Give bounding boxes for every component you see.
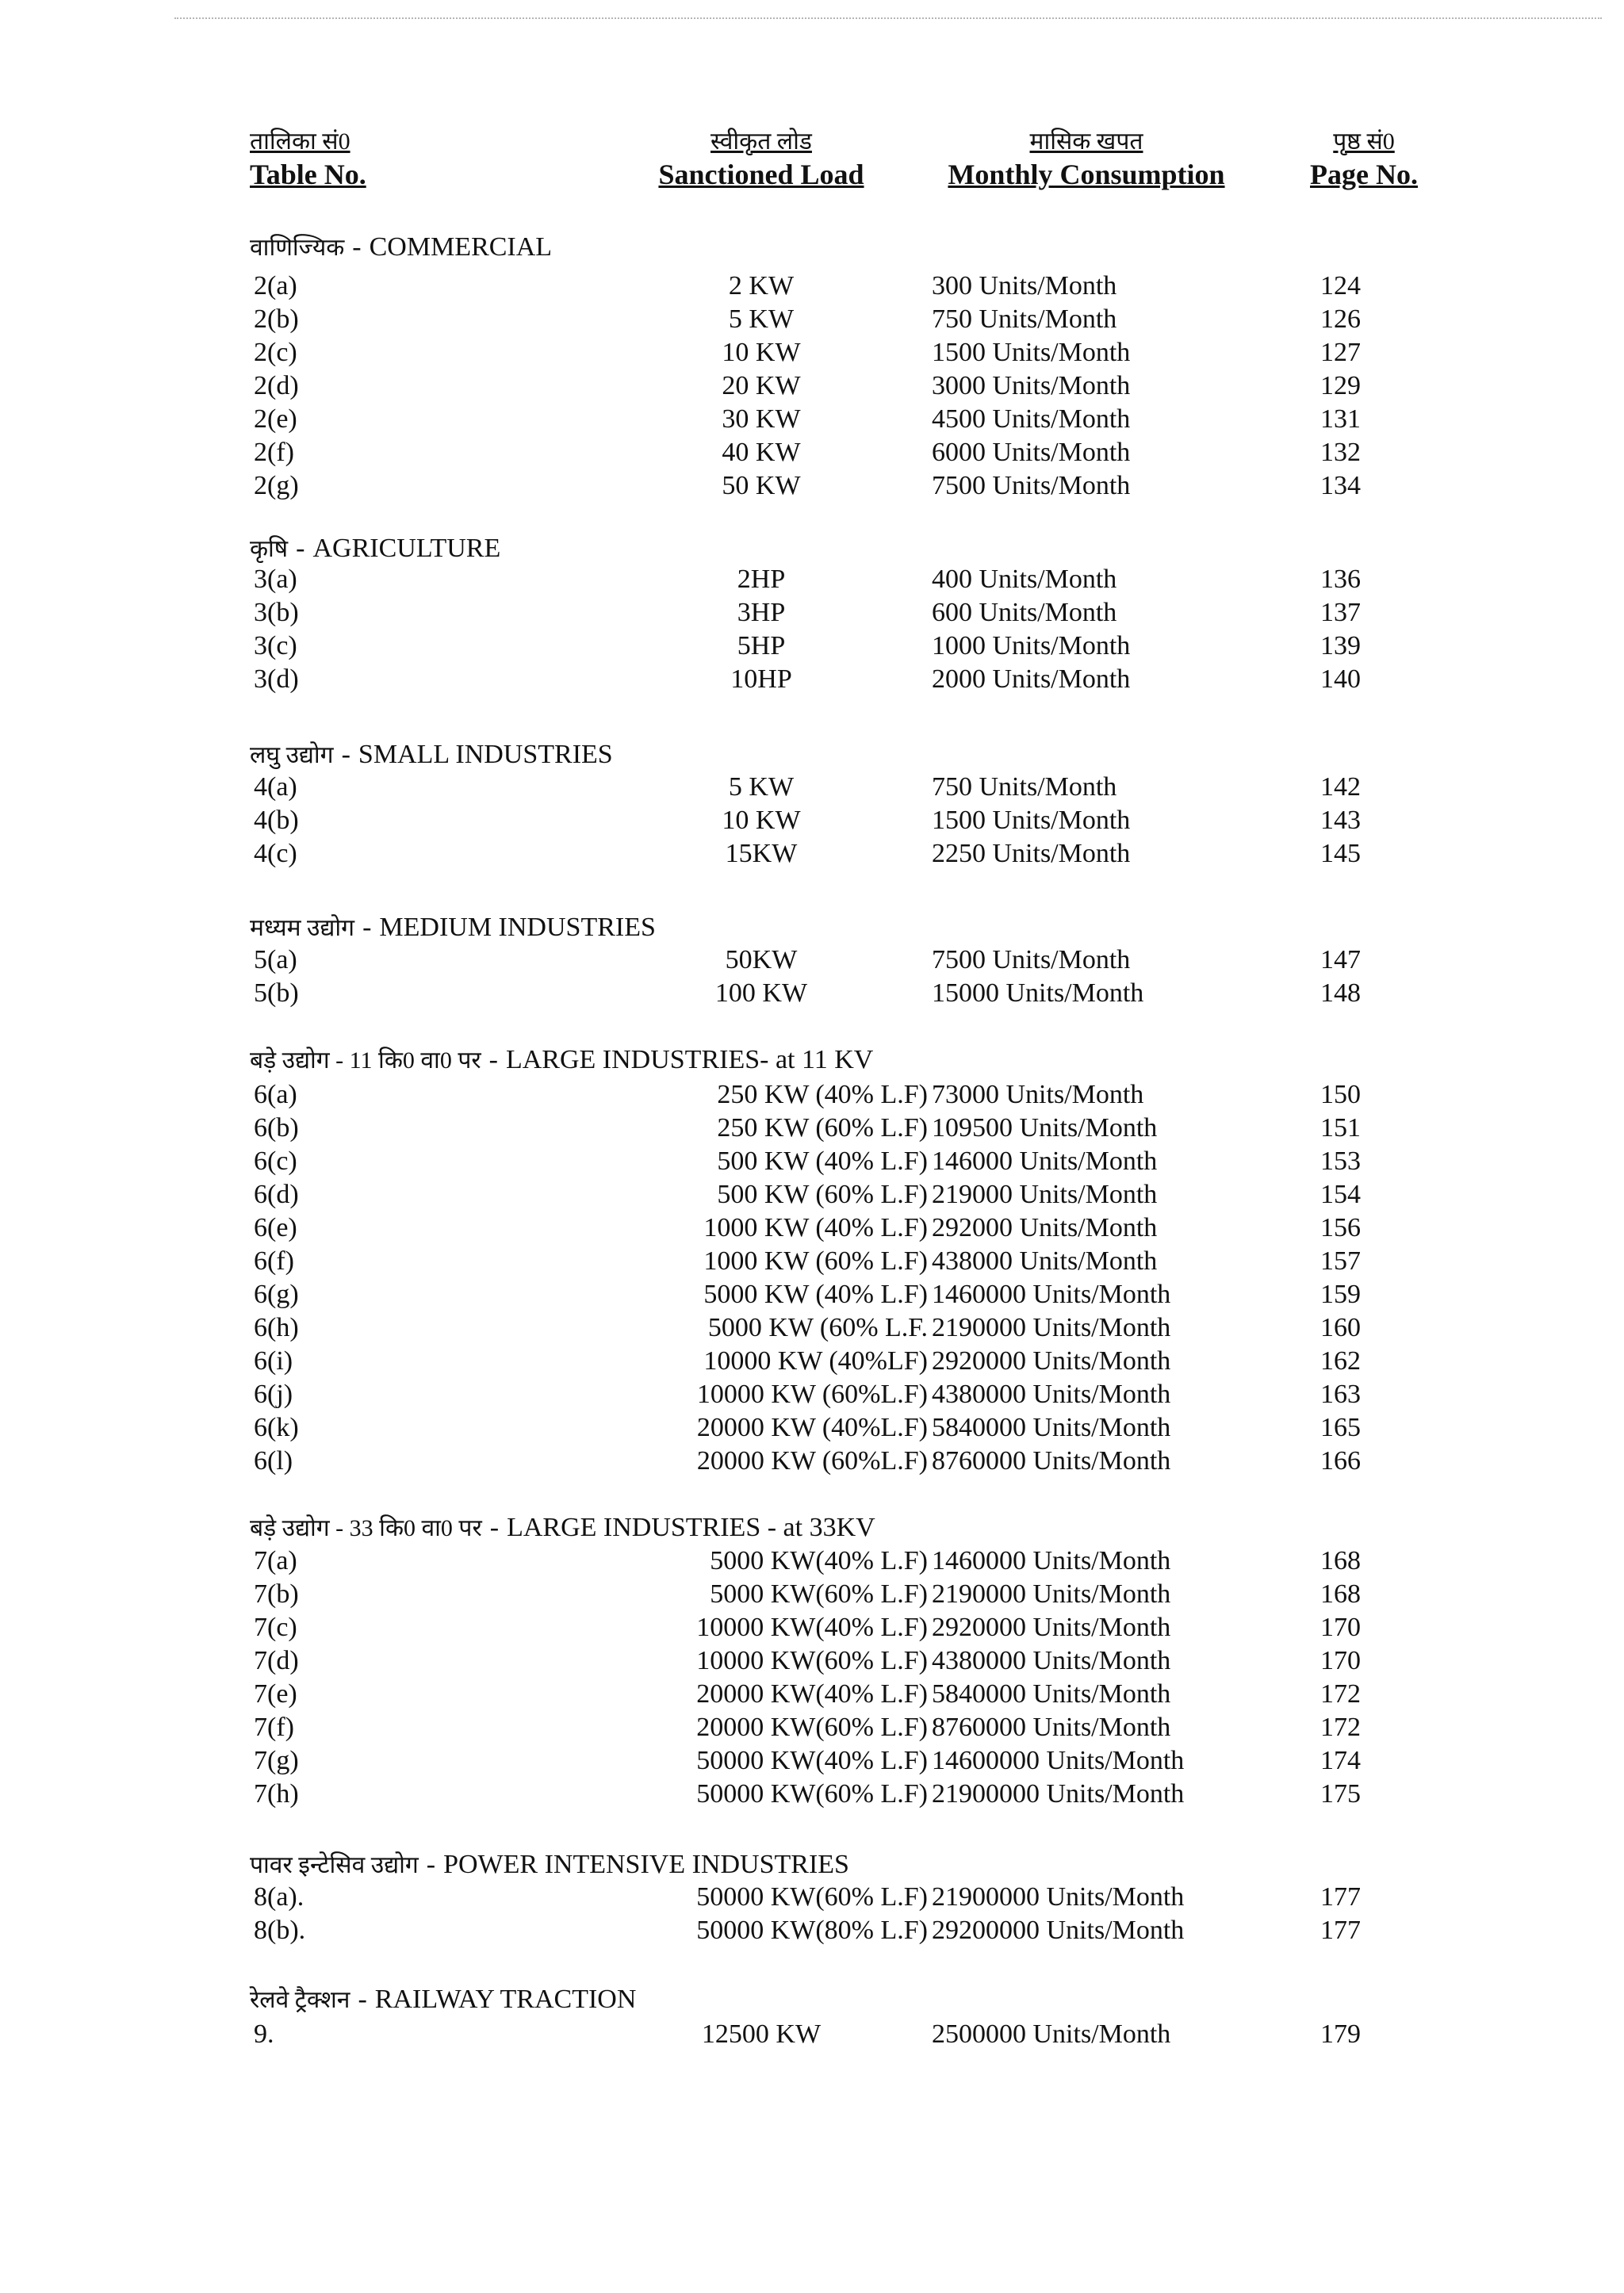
section-title-english: SMALL INDUSTRIES — [358, 740, 613, 769]
table-row — [0, 1611, 1624, 1644]
table-no-cell: 6(f) — [254, 1246, 294, 1276]
scan-artifact-line — [174, 17, 1602, 21]
sanctioned-load-cell: 250 KW (40% L.F) — [717, 1080, 928, 1109]
monthly-consumption-cell: 4500 Units/Month — [932, 404, 1131, 434]
sanctioned-load-cell: 50000 KW(60% L.F) — [696, 1779, 928, 1809]
table-row — [0, 2018, 1624, 2051]
table-row — [0, 369, 1624, 403]
sanctioned-load-cell: 5 KW — [728, 304, 795, 334]
table-row — [0, 630, 1624, 663]
header-page-no — [1265, 127, 1463, 192]
table-no-cell: 5(a) — [254, 945, 297, 974]
monthly-consumption-cell: 4380000 Units/Month — [932, 1646, 1171, 1675]
table-no-cell: 9. — [254, 2019, 274, 2049]
sanctioned-load-cell: 3HP — [737, 598, 786, 627]
header-table-no — [250, 127, 366, 192]
table-no-cell: 6(j) — [254, 1380, 293, 1409]
sanctioned-load-cell: 15KW — [725, 839, 798, 868]
table-row — [0, 1311, 1624, 1345]
table-row — [0, 1578, 1624, 1611]
page-no-cell: 177 — [1320, 1882, 1361, 1912]
section-title-separator: - — [426, 1850, 436, 1879]
page-no-cell: 145 — [1320, 839, 1361, 868]
header-page-english: Page No. — [1310, 159, 1418, 190]
monthly-consumption-cell: 750 Units/Month — [932, 772, 1117, 802]
table-no-cell: 3(a) — [254, 565, 297, 594]
page-no-cell: 170 — [1320, 1613, 1361, 1642]
monthly-consumption-cell: 5840000 Units/Month — [932, 1413, 1171, 1442]
table-no-cell: 7(h) — [254, 1779, 299, 1809]
table-row — [0, 944, 1624, 977]
table-no-cell: 3(b) — [254, 598, 299, 627]
header-page-hindi: पृष्ठ सं0 — [1333, 128, 1395, 155]
section-title-separator: - — [352, 232, 362, 262]
table-row — [0, 1345, 1624, 1378]
monthly-consumption-cell: 2920000 Units/Month — [932, 1613, 1171, 1642]
section-title-english: AGRICULTURE — [312, 534, 501, 563]
table-row — [0, 1711, 1624, 1744]
page-no-cell: 153 — [1320, 1146, 1361, 1176]
sanctioned-load-cell: 10 KW — [722, 338, 801, 367]
table-row — [0, 403, 1624, 436]
table-no-cell: 6(l) — [254, 1446, 293, 1476]
page-no-cell: 150 — [1320, 1080, 1361, 1109]
table-no-cell: 2(b) — [254, 304, 299, 334]
table-row — [0, 336, 1624, 369]
table-row — [0, 1545, 1624, 1578]
page-no-cell: 139 — [1320, 631, 1361, 660]
header-load-english: Sanctioned Load — [658, 159, 864, 190]
page-no-cell: 137 — [1320, 598, 1361, 627]
sanctioned-load-cell: 5000 KW(40% L.F) — [710, 1546, 928, 1575]
monthly-consumption-cell: 5840000 Units/Month — [932, 1679, 1171, 1709]
table-no-cell: 7(f) — [254, 1713, 294, 1742]
table-row — [0, 1881, 1624, 1914]
monthly-consumption-cell: 146000 Units/Month — [932, 1146, 1158, 1176]
sanctioned-load-cell: 5 KW — [728, 772, 795, 802]
page-no-cell: 136 — [1320, 565, 1361, 594]
page-no-cell: 127 — [1320, 338, 1361, 367]
sanctioned-load-cell: 100 KW — [714, 978, 808, 1008]
monthly-consumption-cell: 1500 Units/Month — [932, 806, 1131, 835]
table-no-cell: 7(c) — [254, 1613, 297, 1642]
table-no-cell: 7(d) — [254, 1646, 299, 1675]
table-no-cell: 6(g) — [254, 1280, 299, 1309]
monthly-consumption-cell: 29200000 Units/Month — [932, 1916, 1185, 1945]
table-row — [0, 1112, 1624, 1145]
table-no-cell: 3(d) — [254, 664, 299, 694]
monthly-consumption-cell: 2920000 Units/Month — [932, 1346, 1171, 1376]
page-no-cell: 172 — [1320, 1679, 1361, 1709]
section-title — [250, 230, 552, 262]
section-title-hindi: कृषि — [250, 536, 289, 562]
page-no-cell: 131 — [1320, 404, 1361, 434]
table-row — [0, 1245, 1624, 1278]
monthly-consumption-cell: 14600000 Units/Month — [932, 1746, 1185, 1775]
sanctioned-load-cell: 20 KW — [722, 371, 801, 400]
table-row — [0, 771, 1624, 804]
monthly-consumption-cell: 750 Units/Month — [932, 304, 1117, 334]
table-row — [0, 1778, 1624, 1811]
table-row — [0, 596, 1624, 630]
page-no-cell: 157 — [1320, 1246, 1361, 1276]
page-no-cell: 172 — [1320, 1713, 1361, 1742]
section-title-hindi: मध्यम उद्योग — [250, 915, 355, 941]
header-table-no-english: Table No. — [250, 159, 366, 190]
page-no-cell: 168 — [1320, 1546, 1361, 1575]
page-no-cell: 166 — [1320, 1446, 1361, 1476]
table-no-cell: 6(d) — [254, 1180, 299, 1209]
sanctioned-load-cell: 10HP — [730, 664, 792, 694]
table-row — [0, 1178, 1624, 1212]
section-title-separator: - — [362, 913, 372, 942]
page-no-cell: 147 — [1320, 945, 1361, 974]
sanctioned-load-cell: 12500 KW — [701, 2019, 822, 2049]
sanctioned-load-cell: 20000 KW(40% L.F) — [696, 1679, 928, 1709]
section-title-separator: - — [358, 1985, 367, 2014]
monthly-consumption-cell: 2190000 Units/Month — [932, 1313, 1171, 1342]
monthly-consumption-cell: 600 Units/Month — [932, 598, 1117, 627]
section-title-english: MEDIUM INDUSTRIES — [379, 913, 656, 942]
page-no-cell: 124 — [1320, 271, 1361, 301]
table-row — [0, 1445, 1624, 1478]
sanctioned-load-cell: 20000 KW(60% L.F) — [696, 1713, 928, 1742]
section-title-hindi: बड़े उद्योग - 11 कि0 वा0 पर — [250, 1047, 481, 1074]
page-no-cell: 148 — [1320, 978, 1361, 1008]
table-row — [0, 1678, 1624, 1711]
section-title-english: LARGE INDUSTRIES- at 11 KV — [505, 1045, 874, 1074]
table-no-cell: 4(c) — [254, 839, 297, 868]
header-load-hindi: स्वीकृत लोड — [710, 128, 812, 155]
sanctioned-load-cell: 5000 KW(60% L.F) — [710, 1579, 928, 1609]
table-row — [0, 563, 1624, 596]
table-no-cell: 6(b) — [254, 1113, 299, 1143]
sanctioned-load-cell: 1000 KW (40% L.F) — [703, 1213, 928, 1242]
table-row — [0, 436, 1624, 469]
page-no-cell: 154 — [1320, 1180, 1361, 1209]
section-title-english: LARGE INDUSTRIES - at 33KV — [507, 1513, 875, 1542]
page-no-cell: 168 — [1320, 1579, 1361, 1609]
section-title-english: RAILWAY TRACTION — [374, 1985, 637, 2014]
monthly-consumption-cell: 1460000 Units/Month — [932, 1546, 1171, 1575]
table-row — [0, 1078, 1624, 1112]
table-row — [0, 303, 1624, 336]
monthly-consumption-cell: 1460000 Units/Month — [932, 1280, 1171, 1309]
table-row — [0, 1644, 1624, 1678]
monthly-consumption-cell: 6000 Units/Month — [932, 438, 1131, 467]
sanctioned-load-cell: 500 KW (60% L.F) — [717, 1180, 928, 1209]
monthly-consumption-cell: 219000 Units/Month — [932, 1180, 1158, 1209]
table-no-cell: 3(c) — [254, 631, 297, 660]
monthly-consumption-cell: 21900000 Units/Month — [932, 1779, 1185, 1809]
table-row — [0, 1744, 1624, 1778]
monthly-consumption-cell: 1500 Units/Month — [932, 338, 1131, 367]
table-row — [0, 663, 1624, 696]
page-no-cell: 140 — [1320, 664, 1361, 694]
header-consumption-english: Monthly Consumption — [948, 159, 1225, 190]
table-no-cell: 6(k) — [254, 1413, 299, 1442]
monthly-consumption-cell: 400 Units/Month — [932, 565, 1117, 594]
sanctioned-load-cell: 5000 KW (40% L.F) — [703, 1280, 928, 1309]
sanctioned-load-cell: 2HP — [737, 565, 786, 594]
monthly-consumption-cell: 21900000 Units/Month — [932, 1882, 1185, 1912]
sanctioned-load-cell: 50000 KW(60% L.F) — [696, 1882, 928, 1912]
table-row — [0, 837, 1624, 871]
table-no-cell: 6(a) — [254, 1080, 297, 1109]
section-title — [250, 1510, 875, 1543]
section-title — [250, 1043, 873, 1075]
page-no-cell: 170 — [1320, 1646, 1361, 1675]
table-no-cell: 2(d) — [254, 371, 299, 400]
monthly-consumption-cell: 8760000 Units/Month — [932, 1446, 1171, 1476]
table-no-cell: 6(c) — [254, 1146, 297, 1176]
page-no-cell: 134 — [1320, 471, 1361, 500]
section-title-hindi: लघु उद्योग — [250, 742, 334, 768]
page-no-cell: 160 — [1320, 1313, 1361, 1342]
section-title-separator: - — [341, 740, 350, 769]
table-no-cell: 2(e) — [254, 404, 297, 434]
section-title-hindi: पावर इन्टेसिव उद्योग — [250, 1852, 419, 1878]
table-row — [0, 270, 1624, 303]
sanctioned-load-cell: 10000 KW(60% L.F) — [696, 1646, 928, 1675]
table-no-cell: 6(e) — [254, 1213, 297, 1242]
monthly-consumption-cell: 7500 Units/Month — [932, 945, 1131, 974]
table-no-cell: 8(a). — [254, 1882, 304, 1912]
monthly-consumption-cell: 2000 Units/Month — [932, 664, 1131, 694]
monthly-consumption-cell: 2250 Units/Month — [932, 839, 1131, 868]
section-title — [250, 910, 656, 943]
table-row — [0, 1378, 1624, 1411]
table-no-cell: 5(b) — [254, 978, 299, 1008]
header-consumption-hindi: मासिक खपत — [1029, 128, 1143, 155]
section-title-hindi: रेलवे ट्रैक्शन — [250, 1987, 350, 2013]
sanctioned-load-cell: 50000 KW(40% L.F) — [696, 1746, 928, 1775]
sanctioned-load-cell: 10000 KW (40%LF) — [703, 1346, 928, 1376]
table-row — [0, 469, 1624, 503]
sanctioned-load-cell: 500 KW (40% L.F) — [717, 1146, 928, 1176]
section-title-separator: - — [296, 534, 305, 563]
section-title-hindi: बड़े उद्योग - 33 कि0 वा0 पर — [250, 1515, 482, 1541]
monthly-consumption-cell: 438000 Units/Month — [932, 1246, 1158, 1276]
page-no-cell: 175 — [1320, 1779, 1361, 1809]
monthly-consumption-cell: 2190000 Units/Month — [932, 1579, 1171, 1609]
table-row — [0, 1914, 1624, 1947]
section-title-english: COMMERCIAL — [369, 232, 553, 262]
monthly-consumption-cell: 73000 Units/Month — [932, 1080, 1144, 1109]
table-row — [0, 1145, 1624, 1178]
header-monthly-consumption — [928, 127, 1245, 192]
monthly-consumption-cell: 8760000 Units/Month — [932, 1713, 1171, 1742]
sanctioned-load-cell: 2 KW — [728, 271, 795, 301]
table-no-cell: 2(a) — [254, 271, 297, 301]
monthly-consumption-cell: 4380000 Units/Month — [932, 1380, 1171, 1409]
table-no-cell: 8(b). — [254, 1916, 306, 1945]
table-no-cell: 2(c) — [254, 338, 297, 367]
monthly-consumption-cell: 109500 Units/Month — [932, 1113, 1158, 1143]
page-no-cell: 159 — [1320, 1280, 1361, 1309]
table-row — [0, 1212, 1624, 1245]
section-title-english: POWER INTENSIVE INDUSTRIES — [443, 1850, 849, 1879]
table-no-cell: 4(b) — [254, 806, 299, 835]
table-row — [0, 977, 1624, 1010]
monthly-consumption-cell: 15000 Units/Month — [932, 978, 1144, 1008]
section-title — [250, 737, 613, 770]
table-no-cell: 2(g) — [254, 471, 299, 500]
table-no-cell: 7(a) — [254, 1546, 297, 1575]
header-table-no-hindi: तालिका सं0 — [250, 128, 350, 155]
table-row — [0, 804, 1624, 837]
monthly-consumption-cell: 292000 Units/Month — [932, 1213, 1158, 1242]
monthly-consumption-cell: 3000 Units/Month — [932, 371, 1131, 400]
table-row — [0, 1278, 1624, 1311]
monthly-consumption-cell: 300 Units/Month — [932, 271, 1117, 301]
table-no-cell: 7(g) — [254, 1746, 299, 1775]
sanctioned-load-cell: 20000 KW (40%L.F) — [696, 1413, 928, 1442]
sanctioned-load-cell: 250 KW (60% L.F) — [717, 1113, 928, 1143]
section-title-separator: - — [488, 1045, 498, 1074]
page-no-cell: 165 — [1320, 1413, 1361, 1442]
section-title — [250, 1982, 636, 2015]
header-sanctioned-load — [619, 127, 904, 192]
sanctioned-load-cell: 10000 KW(40% L.F) — [696, 1613, 928, 1642]
monthly-consumption-cell: 2500000 Units/Month — [932, 2019, 1171, 2049]
page-no-cell: 151 — [1320, 1113, 1361, 1143]
sanctioned-load-cell: 30 KW — [722, 404, 801, 434]
sanctioned-load-cell: 20000 KW (60%L.F) — [696, 1446, 928, 1476]
sanctioned-load-cell: 5HP — [737, 631, 786, 660]
table-no-cell: 4(a) — [254, 772, 297, 802]
monthly-consumption-cell: 7500 Units/Month — [932, 471, 1131, 500]
section-title — [250, 531, 500, 564]
page-no-cell: 129 — [1320, 371, 1361, 400]
section-title-hindi: वाणिज्यिक — [250, 235, 345, 261]
page-no-cell: 177 — [1320, 1916, 1361, 1945]
sanctioned-load-cell: 1000 KW (60% L.F) — [703, 1246, 928, 1276]
page-no-cell: 163 — [1320, 1380, 1361, 1409]
page-no-cell: 126 — [1320, 304, 1361, 334]
table-no-cell: 7(b) — [254, 1579, 299, 1609]
page-no-cell: 142 — [1320, 772, 1361, 802]
sanctioned-load-cell: 50 KW — [722, 471, 801, 500]
page-no-cell: 143 — [1320, 806, 1361, 835]
table-no-cell: 7(e) — [254, 1679, 297, 1709]
sanctioned-load-cell: 50KW — [725, 945, 798, 974]
page-no-cell: 156 — [1320, 1213, 1361, 1242]
sanctioned-load-cell: 40 KW — [722, 438, 801, 467]
page-no-cell: 132 — [1320, 438, 1361, 467]
table-no-cell: 6(i) — [254, 1346, 293, 1376]
table-no-cell: 6(h) — [254, 1313, 299, 1342]
sanctioned-load-cell: 10 KW — [722, 806, 801, 835]
monthly-consumption-cell: 1000 Units/Month — [932, 631, 1131, 660]
sanctioned-load-cell: 5000 KW (60% L.F. — [707, 1313, 928, 1342]
sanctioned-load-cell: 10000 KW (60%L.F) — [696, 1380, 928, 1409]
page-no-cell: 162 — [1320, 1346, 1361, 1376]
section-title — [250, 1847, 849, 1880]
section-title-separator: - — [489, 1513, 500, 1542]
page-no-cell: 179 — [1320, 2019, 1361, 2049]
sanctioned-load-cell: 50000 KW(80% L.F) — [696, 1916, 928, 1945]
page-no-cell: 174 — [1320, 1746, 1361, 1775]
table-row — [0, 1411, 1624, 1445]
table-no-cell: 2(f) — [254, 438, 294, 467]
